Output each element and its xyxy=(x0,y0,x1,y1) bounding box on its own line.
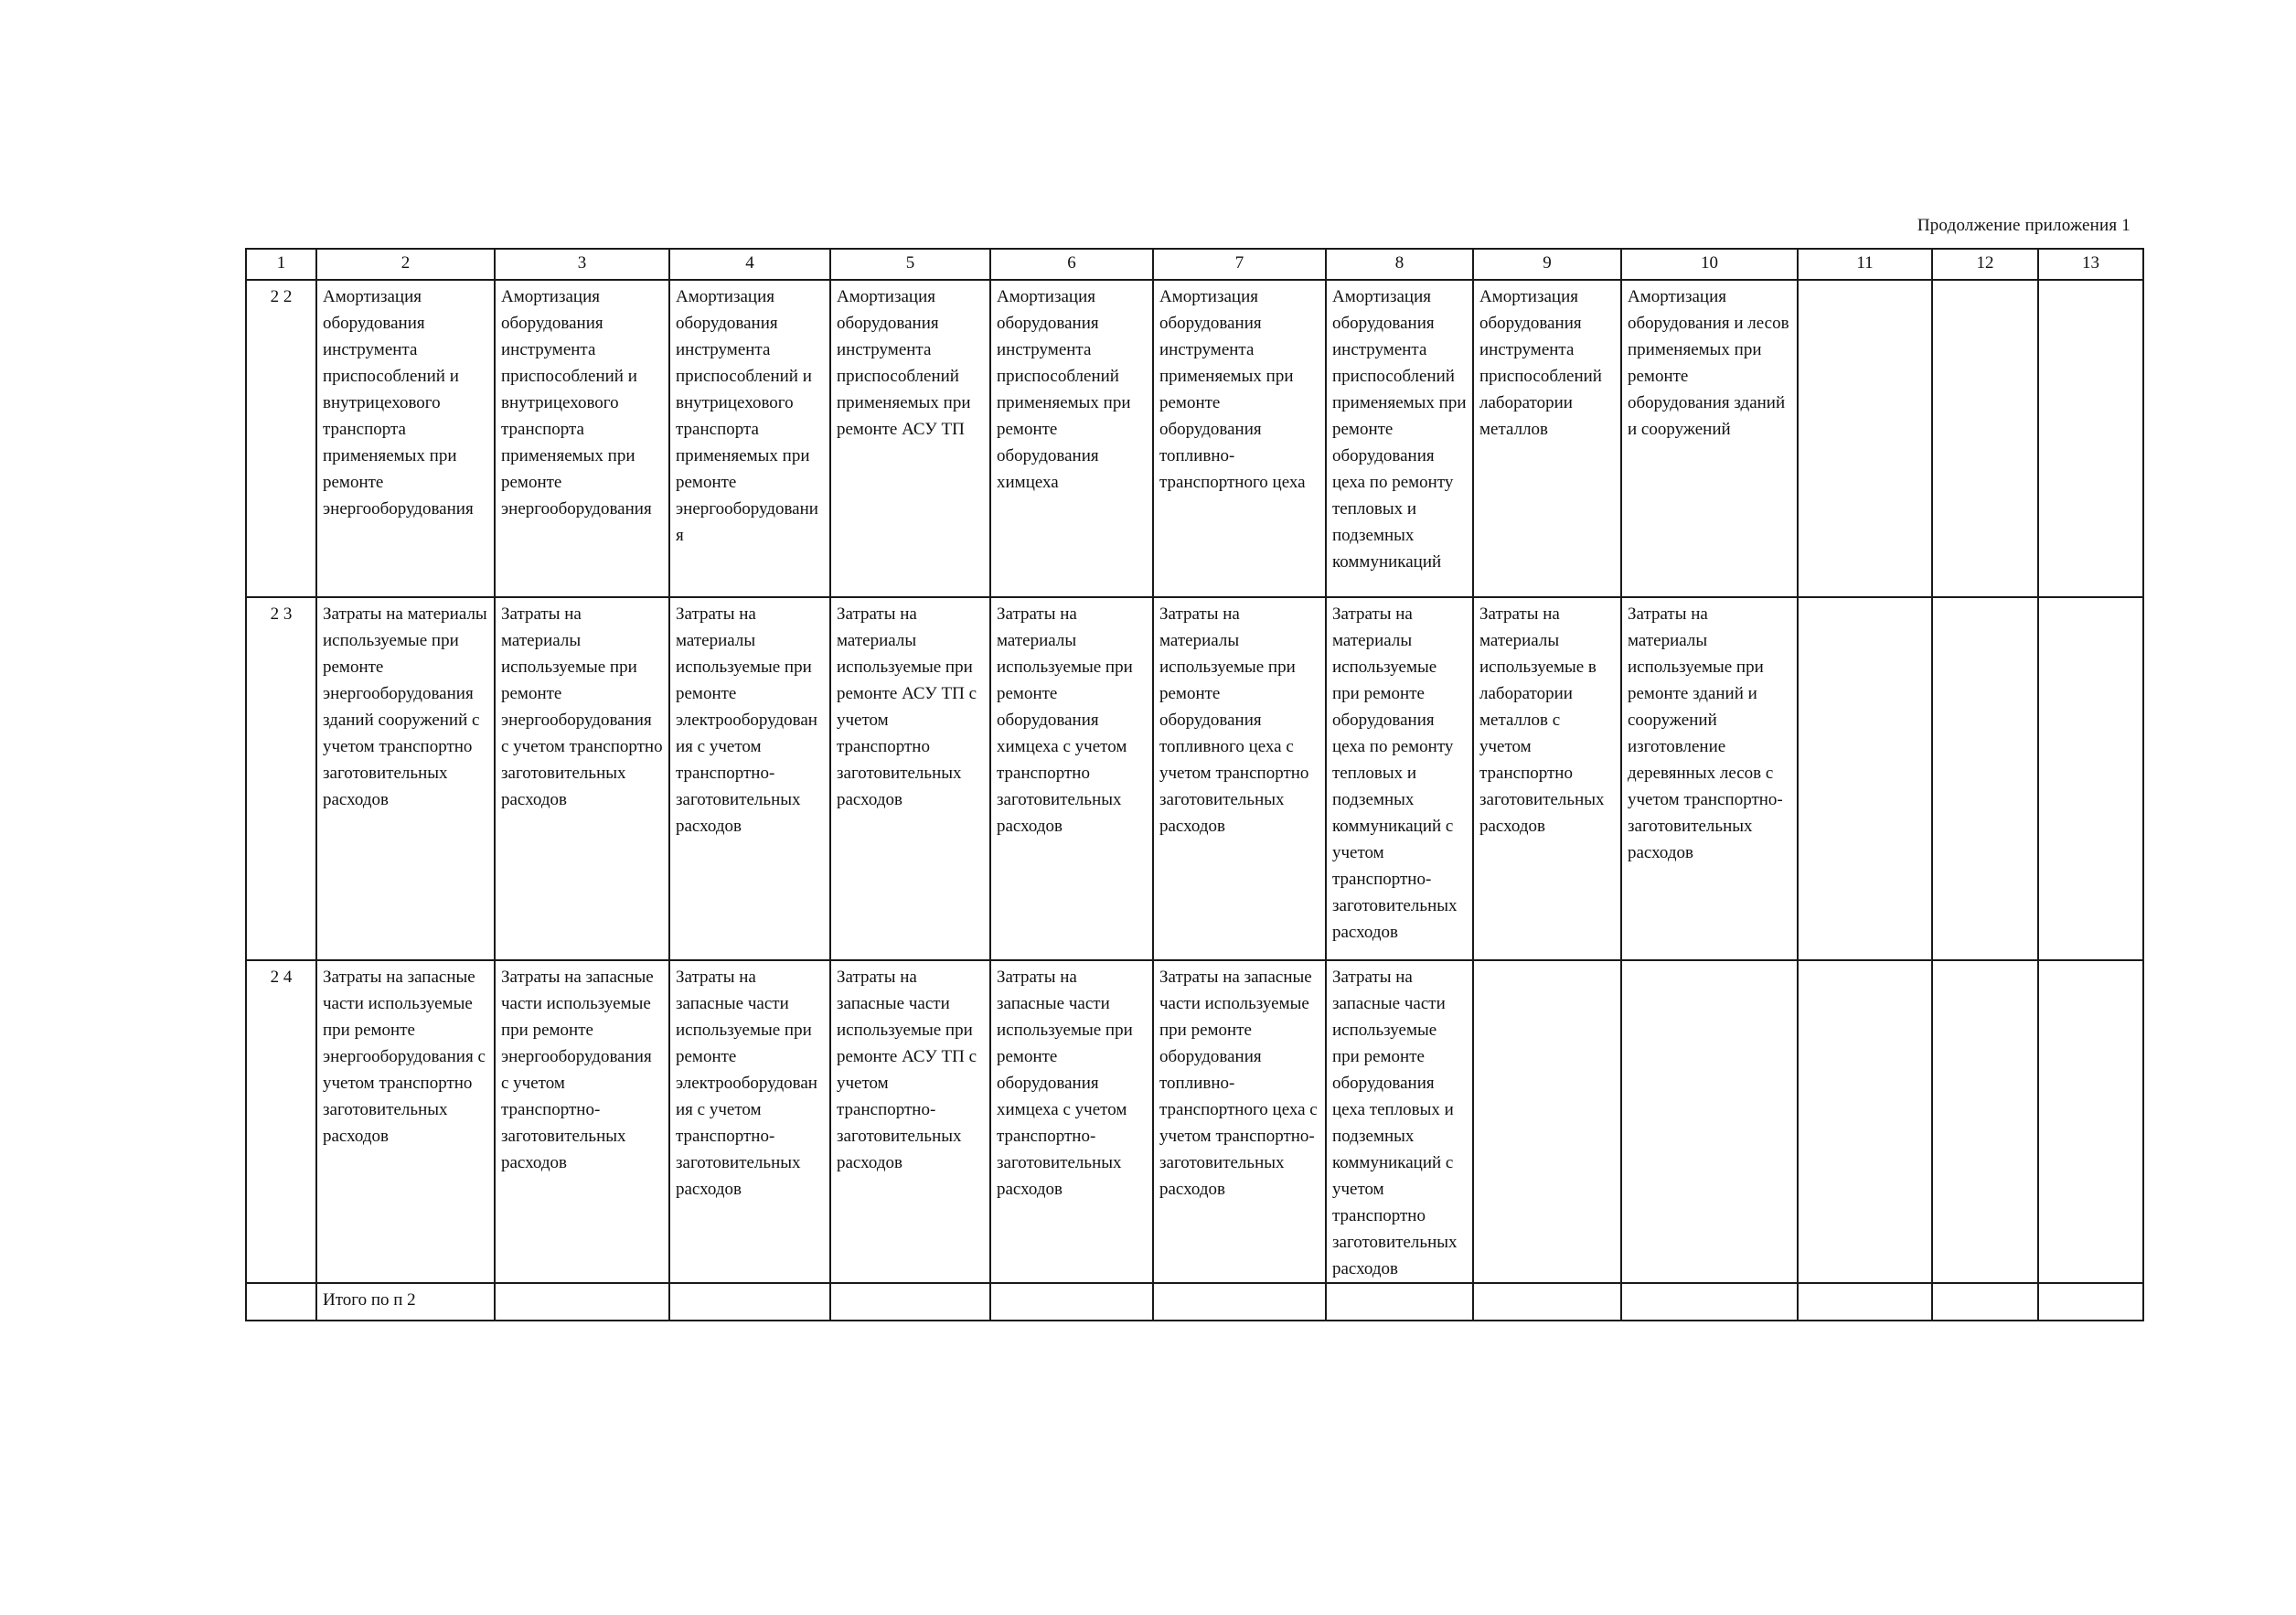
table-cell xyxy=(1932,960,2038,1283)
column-number-cell: 3 xyxy=(495,249,669,280)
table-row xyxy=(246,960,2143,1283)
table-row xyxy=(246,597,2143,960)
table-cell: Амортизация оборудования инструмента приспособлений и внутрицехового транспорта применяемых при ремонте энергооборудования xyxy=(316,280,495,597)
table-cell: Затраты на запасные части используемые при ремонте электрооборудования с учетом транспортно-заготовительных расходов xyxy=(669,960,830,1283)
table-cell xyxy=(1932,280,2038,597)
column-number-cell: 2 xyxy=(316,249,495,280)
table-cell: Затраты на материалы используемые при ремонте оборудования топливного цеха с учетом транспортно заготовительных расходов xyxy=(1153,597,1326,960)
table-cell: Затраты на материалы используемые при ремонте энергооборудования зданий сооружений с учетом транспортно заготовительных расходов xyxy=(316,597,495,960)
table-cell: Амортизация оборудования инструмента приспособлений лаборатории металлов xyxy=(1473,280,1621,597)
total-label: Итого по п 2 xyxy=(316,1283,495,1321)
column-number-cell: 10 xyxy=(1621,249,1798,280)
column-number-row xyxy=(246,249,2143,280)
table-cell: Затраты на материалы используемые при ремонте АСУ ТП с учетом транспортно заготовительных расходов xyxy=(830,597,990,960)
column-number-cell: 13 xyxy=(2038,249,2143,280)
row-number-cell: 2 3 xyxy=(246,597,316,960)
table-cell xyxy=(2038,1283,2143,1321)
column-number-cell: 8 xyxy=(1326,249,1473,280)
cost-table xyxy=(245,248,2144,1321)
table-cell: Затраты на запасные части используемые при ремонте энергооборудования с учетом транспортно заготовительных расходов xyxy=(316,960,495,1283)
table-cell: Амортизация оборудования инструмента применяемых при ремонте оборудования топливно-транспортного цеха xyxy=(1153,280,1326,597)
column-number-cell: 12 xyxy=(1932,249,2038,280)
table-cell xyxy=(1621,1283,1798,1321)
table-cell xyxy=(1932,597,2038,960)
table-cell xyxy=(830,1283,990,1321)
table-cell xyxy=(1326,1283,1473,1321)
table-cell xyxy=(1932,1283,2038,1321)
table-cell xyxy=(1798,1283,1932,1321)
table-cell: Затраты на запасные части используемые при ремонте оборудования топливно-транспортного цеха с учетом транспортно-заготовительных расходов xyxy=(1153,960,1326,1283)
table-cell xyxy=(1621,960,1798,1283)
table-row xyxy=(246,280,2143,597)
page-caption: Продолжение приложения 1 xyxy=(1917,216,2130,235)
column-number-cell: 4 xyxy=(669,249,830,280)
table-cell xyxy=(990,1283,1153,1321)
table-cell: Амортизация оборудования инструмента приспособлений применяемых при ремонте оборудования цеха по ремонту тепловых и подземных коммуникаций xyxy=(1326,280,1473,597)
table-cell: Затраты на запасные части используемые при ремонте АСУ ТП с учетом транспортно-заготовительных расходов xyxy=(830,960,990,1283)
table-cell: Затраты на материалы используемые при ремонте зданий и сооружений изготовление деревянных лесов с учетом транспортно-заготовительных расходов xyxy=(1621,597,1798,960)
table-cell: Затраты на материалы используемые в лаборатории металлов с учетом транспортно заготовительных расходов xyxy=(1473,597,1621,960)
table-cell xyxy=(1798,960,1932,1283)
table-cell xyxy=(2038,597,2143,960)
total-row xyxy=(246,1283,2143,1321)
table-cell: Амортизация оборудования инструмента приспособлений и внутрицехового транспорта применяемых при ремонте энергооборудования xyxy=(495,280,669,597)
table-cell: Амортизация оборудования инструмента приспособлений применяемых при ремонте оборудования химцеха xyxy=(990,280,1153,597)
table-cell xyxy=(2038,960,2143,1283)
column-number-cell: 9 xyxy=(1473,249,1621,280)
table-cell xyxy=(246,1283,316,1321)
row-number-cell: 2 2 xyxy=(246,280,316,597)
table-cell: Затраты на запасные части используемые при ремонте оборудования химцеха с учетом транспортно-заготовительных расходов xyxy=(990,960,1153,1283)
table-cell: Затраты на материалы используемые при ремонте электрооборудования с учетом транспортно-заготовительных расходов xyxy=(669,597,830,960)
table-cell: Амортизация оборудования и лесов применяемых при ремонте оборудования зданий и сооружений xyxy=(1621,280,1798,597)
table-cell: Амортизация оборудования инструмента приспособлений и внутрицехового транспорта применяемых при ремонте энергооборудования xyxy=(669,280,830,597)
column-number-cell: 11 xyxy=(1798,249,1932,280)
column-number-cell: 6 xyxy=(990,249,1153,280)
column-number-cell: 5 xyxy=(830,249,990,280)
table-cell xyxy=(495,1283,669,1321)
column-number-cell: 1 xyxy=(246,249,316,280)
table-cell xyxy=(1798,280,1932,597)
table-cell xyxy=(669,1283,830,1321)
table-cell: Затраты на материалы используемые при ремонте оборудования цеха по ремонту тепловых и подземных коммуникаций с учетом транспортно-заготовительных расходов xyxy=(1326,597,1473,960)
table-cell: Амортизация оборудования инструмента приспособлений применяемых при ремонте АСУ ТП xyxy=(830,280,990,597)
table-cell: Затраты на материалы используемые при ремонте оборудования химцеха с учетом транспортно заготовительных расходов xyxy=(990,597,1153,960)
column-number-cell: 7 xyxy=(1153,249,1326,280)
row-number-cell: 2 4 xyxy=(246,960,316,1283)
table-cell: Затраты на материалы используемые при ремонте энергооборудования с учетом транспортно заготовительных расходов xyxy=(495,597,669,960)
table-cell xyxy=(1153,1283,1326,1321)
table-cell: Затраты на запасные части используемые при ремонте оборудования цеха тепловых и подземных коммуникаций с учетом транспортно заготовительных расходов xyxy=(1326,960,1473,1283)
table-cell xyxy=(1798,597,1932,960)
table-cell: Затраты на запасные части используемые при ремонте энергооборудования с учетом транспортно-заготовительных расходов xyxy=(495,960,669,1283)
table-cell xyxy=(1473,1283,1621,1321)
table-cell xyxy=(1473,960,1621,1283)
table-cell xyxy=(2038,280,2143,597)
